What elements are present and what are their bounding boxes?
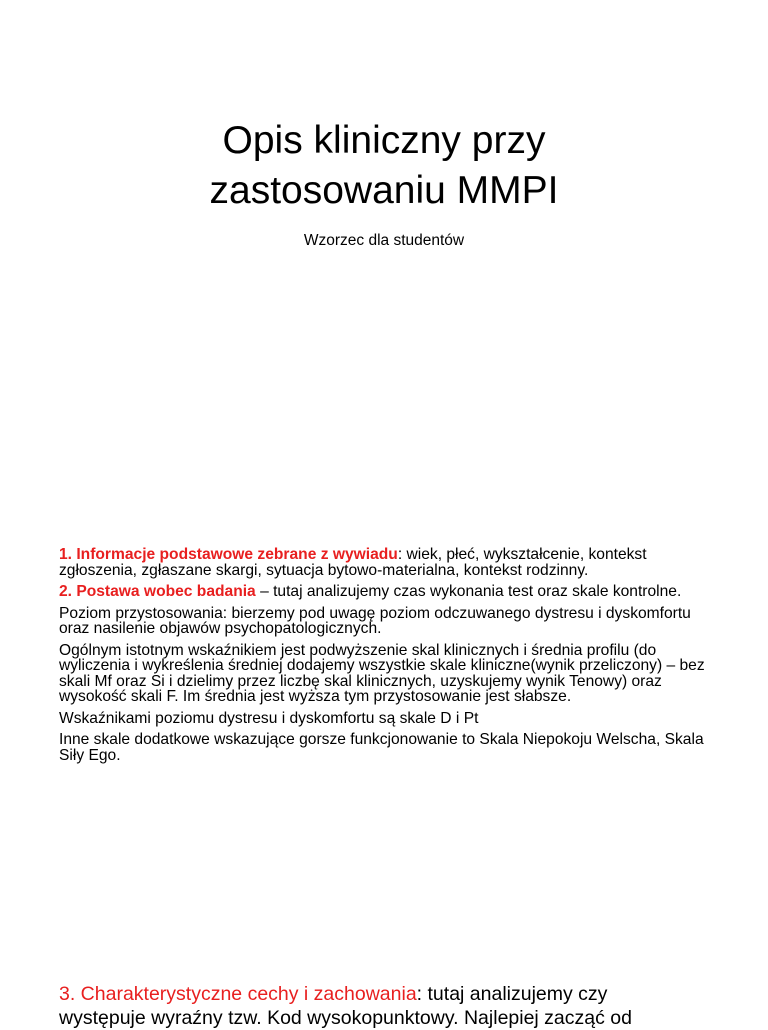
title-line-1: Opis kliniczny przy bbox=[222, 119, 546, 162]
content-block bbox=[59, 547, 719, 769]
paragraph-other-scales: Inne skale dodatkowe wskazujące gorsze funkcjonowanie to Skala Niepokoju Welscha, Skala Siły Ego. bbox=[59, 731, 704, 764]
item-3-heading: 3. Charakterystyczne cechy i zachowania bbox=[59, 983, 417, 1005]
slide-title-heading bbox=[0, 116, 768, 216]
paragraph-adjustment: Poziom przystosowania: bierzemy pod uwagę poziom odczuwanego dystresu i dyskomfortu oraz nasilenie objawów psychopatologicznych. bbox=[59, 604, 691, 637]
item-1-text: : wiek, płeć, wykształcenie, kontekst zgłoszenia, zgłaszane skargi, sytuacja bytowo-materialna, kontekst rodzinny. bbox=[59, 546, 647, 579]
item-3 bbox=[59, 982, 739, 1030]
paragraph-indicator: Ogólnym istotnym wskaźnikiem jest podwyższenie skal klinicznych i średnia profilu (do wyliczenia i wykreślenia średniej dodajemy wszystkie skale kliniczne(wynik przeliczony) – bez skali Mf oraz Si i dzielimy przez liczbę skal klinicznych, uzyskujemy wynik Tenowy) oraz wysokość skali F. Im średnia jest wyższa tym przystosowanie jest słabsze. bbox=[59, 641, 705, 705]
item-3-block bbox=[59, 982, 739, 1030]
slide-title bbox=[0, 0, 768, 512]
item-1-heading: 1. Informacje podstawowe zebrane z wywiadu bbox=[59, 546, 398, 563]
item-2-text: – tutaj analizujemy czas wykonania test oraz skale kontrolne. bbox=[255, 583, 682, 600]
item-2-heading: 2. Postawa wobec badania bbox=[59, 583, 256, 600]
slide-content bbox=[0, 512, 768, 1029]
paragraph-distress: Wskaźnikami poziomu dystresu i dyskomfortu są skale D i Pt bbox=[59, 709, 479, 727]
slide-subtitle: Wzorzec dla studentów bbox=[303, 232, 465, 249]
item-3-text-line-2: występuje wyraźny tzw. Kod wysokopunktowy. Najlepiej zacząć od bbox=[59, 1007, 632, 1029]
item-1 bbox=[59, 547, 719, 578]
title-line-2: zastosowaniu MMPI bbox=[209, 169, 559, 212]
item-3-text-line-1: : tutaj analizujemy czy bbox=[416, 983, 608, 1005]
item-2 bbox=[59, 584, 719, 600]
